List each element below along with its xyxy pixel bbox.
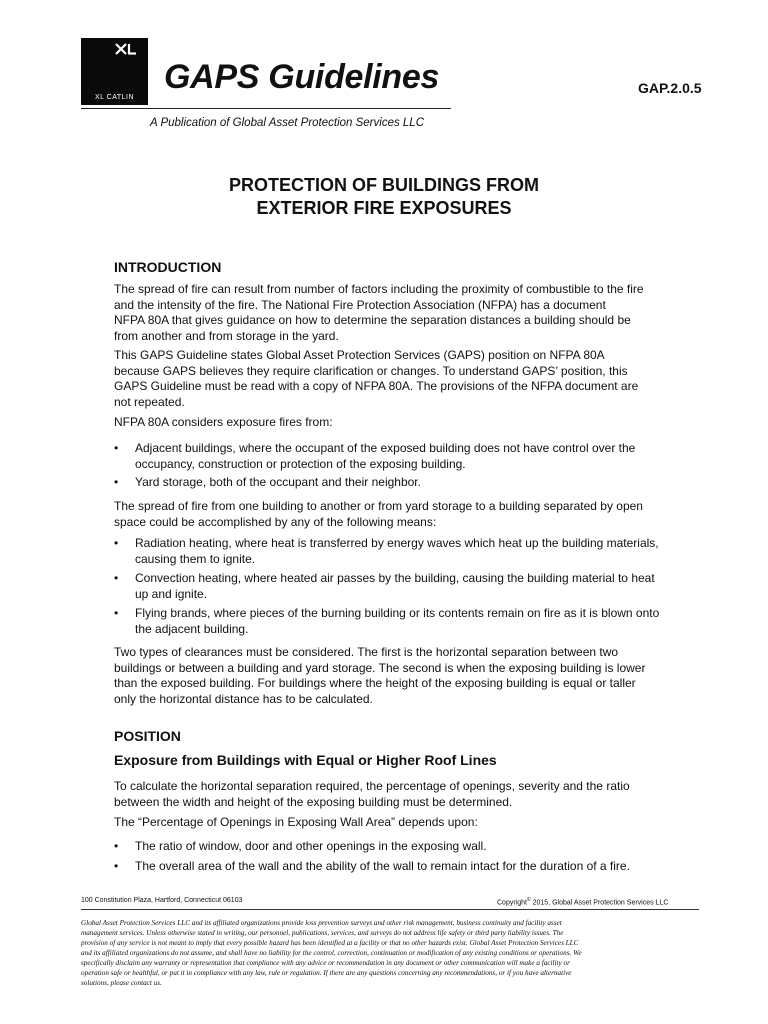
disclaimer-line: operation safe or healthful, or put it in compliance with any law, rule or regulation. If there are any questions concerning any recommendations, or if you have alternative	[81, 969, 572, 977]
text-line: Radiation heating, where heat is transferred by energy waves which heat up the building materials,	[135, 536, 659, 550]
copyright-mark: ©	[526, 897, 531, 903]
copyright-label: Copyright	[497, 899, 527, 907]
publication-line: A Publication of Global Asset Protection Services LLC	[150, 117, 425, 129]
paragraph	[114, 415, 686, 431]
text-line: space could be accomplished by any of the following means:	[114, 514, 437, 529]
paragraph	[114, 779, 686, 810]
text-line: This GAPS Guideline states Global Asset Protection Services (GAPS) position on NFPA 80A	[114, 348, 605, 362]
text-line: Yard storage, both of the occupant and their neighbor.	[135, 475, 421, 489]
text-line: The “Percentage of Openings in Exposing Wall Area” depends upon:	[114, 815, 478, 829]
bullet-icon: •	[114, 441, 119, 455]
text-line: because GAPS believes they require clarification or changes. To understand GAPS’ position, this	[114, 363, 628, 378]
text-line: Flying brands, where pieces of the burning building or its contents remain on fire as it is blown onto	[135, 606, 660, 620]
logo-text: XL CATLIN	[94, 94, 135, 101]
disclaimer-line: management services. Unless otherwise stated in writing, our personnel, publications, services, and surveys do not address life safety or third party liability issues. The	[81, 929, 564, 937]
section-heading-position: POSITION	[114, 728, 181, 744]
bullet-icon: •	[114, 536, 119, 550]
footer-copyright	[497, 897, 668, 906]
disclaimer-line: solutions, please contact us.	[81, 979, 162, 987]
paragraph	[114, 815, 686, 831]
text-line: from another and from storage in the yard.	[114, 329, 339, 344]
bullet-icon: •	[114, 475, 119, 489]
xl-catlin-logo	[81, 38, 148, 105]
text-line: GAPS Guideline must be read with a copy of NFPA 80A. The provisions of the NFPA document are	[114, 379, 639, 394]
subsection-heading: Exposure from Buildings with Equal or Higher Roof Lines	[114, 752, 497, 768]
text-line: The ratio of window, door and other openings in the exposing wall.	[135, 839, 487, 853]
copyright-text: 2015, Global Asset Protection Services LLC	[530, 899, 669, 907]
footer-address: 100 Constitution Plaza, Hartford, Connecticut 06103	[81, 897, 243, 904]
text-line: Two types of clearances must be considered. The first is the horizontal separation between two	[114, 645, 619, 659]
text-line: buildings or between a building and yard storage. The second is when the exposing building is lower	[114, 660, 646, 675]
text-line: The spread of fire from one building to another or from yard storage to a building separated by open	[114, 499, 643, 513]
paragraph	[114, 348, 686, 411]
disclaimer	[81, 918, 701, 988]
text-line: the adjacent building.	[135, 621, 249, 636]
title-line: PROTECTION OF BUILDINGS FROM	[229, 175, 539, 195]
section-heading-introduction: INTRODUCTION	[114, 259, 222, 275]
bullet-icon: •	[114, 571, 119, 585]
text-line: and the intensity of the fire. The National Fire Protection Association (NFPA) has a document	[114, 297, 606, 312]
header-divider	[81, 108, 451, 109]
footer-divider	[81, 909, 699, 910]
text-line: than the exposed building. For buildings where the height of the exposing building is equal or taller	[114, 676, 636, 691]
text-line: To calculate the horizontal separation required, the percentage of openings, severity and the ratio	[114, 779, 630, 793]
paragraph	[114, 645, 686, 708]
text-line: between the width and height of the exposing building must be determined.	[114, 794, 513, 809]
paragraph	[114, 282, 686, 345]
text-line: occupancy, construction or protection of the exposing building.	[135, 456, 466, 471]
text-line: Convection heating, where heated air passes by the building, causing the building material to heat	[135, 571, 655, 585]
document-title	[0, 174, 768, 220]
bullet-icon: •	[114, 606, 119, 620]
bullet-icon: •	[114, 839, 119, 853]
title-line: EXTERIOR FIRE EXPOSURES	[256, 198, 512, 218]
text-line: up and ignite.	[135, 586, 208, 601]
disclaimer-line: and its affiliated organizations do not assume, and shall have no liability for the control, correction, continuation or modification of any existing conditions or operations. We	[81, 949, 582, 957]
brand-title: GAPS Guidelines	[164, 58, 440, 96]
text-line: not repeated.	[114, 395, 185, 410]
text-line: The spread of fire can result from number of factors including the proximity of combustible to the fire	[114, 282, 644, 296]
disclaimer-line: specifically disclaim any warranty or representation that compliance with any advice or recommendation in any document or other communication will make a facility or	[81, 959, 570, 967]
text-line: The overall area of the wall and the ability of the wall to remain intact for the duration of a fire.	[135, 859, 630, 873]
text-line: NFPA 80A that gives guidance on how to determine the separation distances a building should be	[114, 313, 631, 328]
paragraph	[114, 499, 686, 530]
text-line: NFPA 80A considers exposure fires from:	[114, 415, 333, 429]
disclaimer-line: Global Asset Protection Services LLC and its affiliated organizations provide loss prevention surveys and other risk management, business continuity and facility asset	[81, 919, 562, 927]
disclaimer-line: provision of any service is not meant to imply that every possible hazard has been identified at a facility or that no other hazards exist. Global Asset Protection Services LLC	[81, 939, 579, 947]
bullet-icon: •	[114, 859, 119, 873]
text-line: causing them to ignite.	[135, 551, 256, 566]
document-code: GAP.2.0.5	[638, 80, 702, 96]
text-line: only the horizontal distance has to be calculated.	[114, 692, 373, 707]
text-line: Adjacent buildings, where the occupant of the exposed building does not have control over the	[135, 441, 636, 455]
